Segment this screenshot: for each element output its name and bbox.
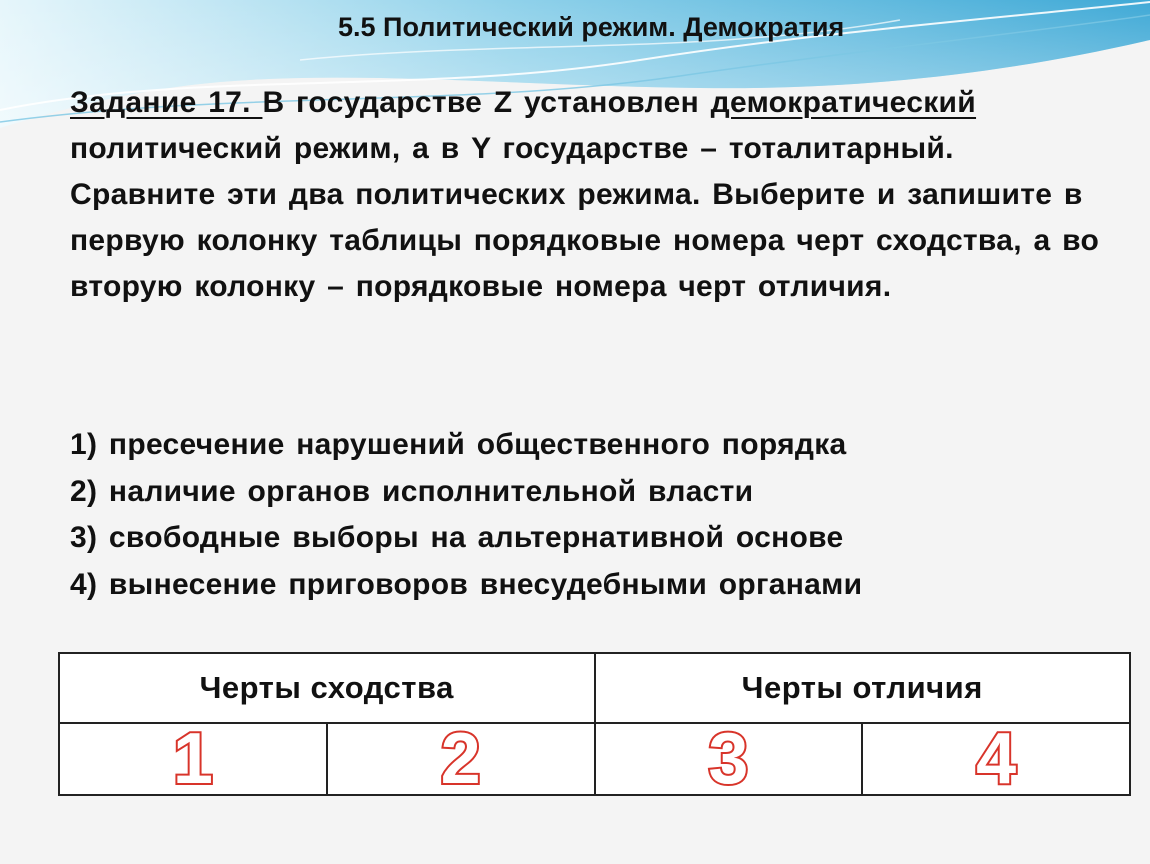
task-underlined-word: демократический [710,86,977,119]
task-text-before: В государстве Z установлен [262,86,711,119]
task-text-after: политический режим, а в Y государстве – тоталитарный. Сравните эти два политических режима. Выберите и запишите в первую колонку таблицы порядковые номера черт сходства, а во вторую колонку – порядковые номера черт отличия. [70,132,1100,303]
slide-title: 5.5 Политический режим. Демократия [338,12,845,42]
answer-digit: 2 [440,719,481,799]
answer-cell [59,719,327,799]
answer-digit: 4 [976,719,1017,799]
task-text [70,80,1110,310]
option-item: 4) вынесение приговоров внесудебными органами [70,567,863,601]
answer-digit: 3 [708,719,749,799]
option-item: 3) свободные выборы на альтернативной основе [70,521,844,554]
table-header-row [59,653,1130,723]
option-item: 2) наличие органов исполнительной власти [70,474,754,508]
option-item: 1) пресечение нарушений общественного порядка [70,428,847,461]
options-list [70,422,1130,608]
answer-cell [862,719,1130,799]
header-similarities: Черты сходства [59,653,595,723]
header-differences: Черты отличия [595,653,1131,723]
answer-digit: 1 [172,719,213,799]
answer-cell [327,719,595,799]
table-answer-row [59,723,1130,795]
answer-cell [595,719,863,799]
answer-table [58,652,1131,799]
task-label: Задание 17. [70,86,263,119]
